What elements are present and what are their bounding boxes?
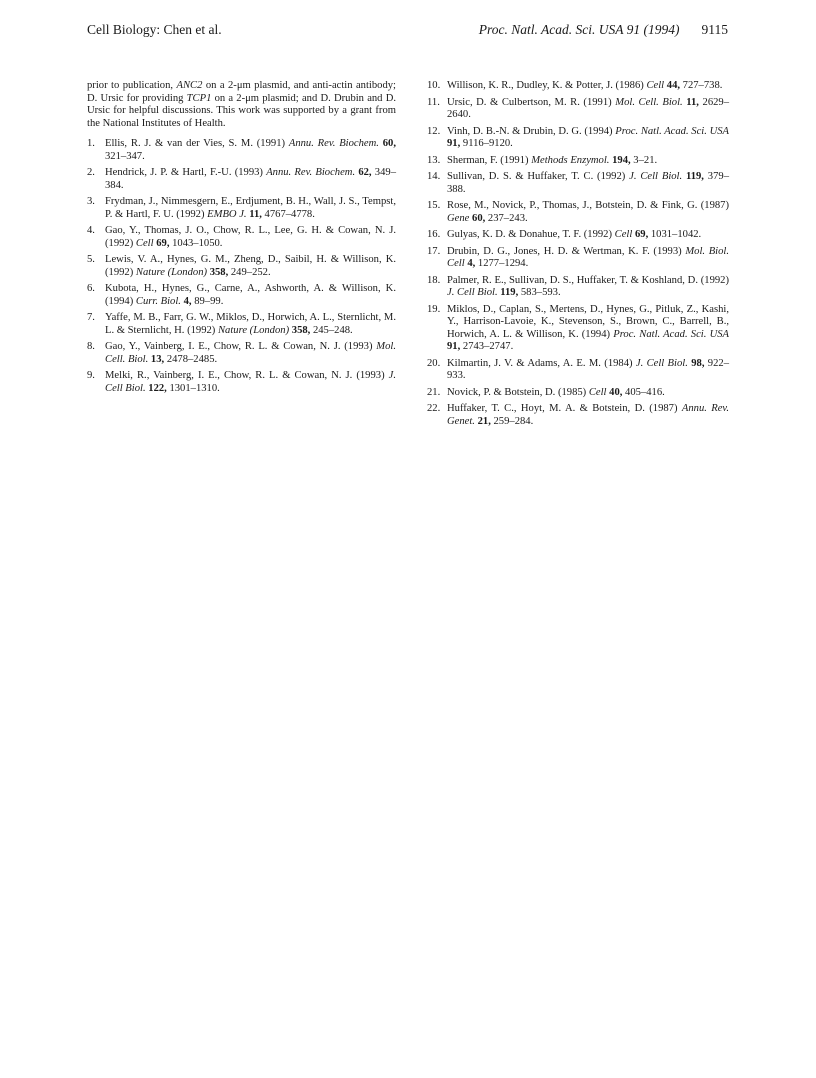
volume-number: 11, — [686, 96, 699, 108]
journal-name: Annu. Rev. Biochem. — [288, 138, 379, 149]
reference-number: 10. — [427, 80, 441, 91]
reference-entry — [427, 358, 729, 383]
journal-name: J. Cell Biol. — [447, 287, 498, 298]
volume-number: 40, — [609, 386, 623, 398]
citation-text: on a 2-μm plasmid; and D. Drubin and D. Ursic for helpful discussions. This work was supported by a grant from the National Institutes of Health. — [87, 92, 396, 129]
reference-number: 19. — [427, 303, 441, 315]
reference-number: 21. — [427, 386, 441, 398]
citation-text: Hendrick, J. P. & Hartl, F.-U. (1993) — [105, 167, 267, 178]
reference-entry — [87, 225, 396, 250]
reference-entry — [427, 155, 729, 168]
citation-text: Ellis, R. J. & van der Vies, S. M. (1991) — [105, 138, 289, 149]
running-header — [87, 22, 728, 38]
reference-number: 15. — [427, 200, 441, 211]
citation-text: Yaffe, M. B., Farr, G. W., Miklos, D., Horwich, A. L., Sternlicht, M. L. & Sternlicht, H. (1992) — [105, 312, 396, 336]
reference-entry — [427, 229, 729, 242]
reference-entry — [87, 254, 396, 279]
journal-name: J. Cell Biol. — [629, 171, 683, 182]
citation-text: 1043–1050. — [169, 237, 223, 249]
journal-name: Annu. Rev. Genet. — [447, 403, 729, 427]
citation-text: 1031–1042. — [648, 229, 702, 240]
reference-entry — [427, 200, 729, 225]
page-number: 9115 — [701, 22, 728, 37]
citation-text: 1277–1294. — [475, 258, 529, 269]
reference-number: 3. — [87, 196, 95, 207]
reference-entry — [427, 97, 729, 122]
reference-entry — [427, 304, 729, 354]
volume-number: 119, — [500, 287, 519, 298]
reference-number: 9. — [87, 370, 95, 381]
reference-number: 12. — [427, 125, 441, 137]
citation-text: 2478–2485. — [164, 353, 218, 365]
journal-name: Proc. Natl. Acad. Sci. USA — [613, 328, 729, 340]
reference-number: 1. — [87, 138, 95, 149]
journal-name: Cell — [646, 80, 665, 91]
citation-text: prior to publication, — [87, 80, 177, 91]
citation-text: Sherman, F. (1991) — [447, 154, 532, 166]
reference-entry — [427, 126, 729, 151]
citation-text: 1301–1310. — [166, 382, 220, 394]
journal-name: Proc. Natl. Acad. Sci. USA — [615, 125, 730, 137]
reference-number: 14. — [427, 171, 441, 182]
reference-entry — [87, 167, 396, 192]
volume-number: 358, — [291, 324, 311, 336]
volume-number: 98, — [691, 357, 705, 369]
reference-number: 18. — [427, 274, 441, 286]
left-column — [87, 80, 396, 399]
volume-number: 13, — [150, 353, 165, 365]
citation-text: 2629–2640. — [447, 96, 730, 120]
reference-entry — [87, 196, 396, 221]
journal-name: Annu. Rev. Biochem. — [266, 167, 356, 178]
volume-number: 60, — [472, 212, 486, 224]
right-column — [427, 80, 729, 432]
volume-number: 11, — [249, 208, 262, 220]
citation-text: Vinh, D. B.-N. & Drubin, D. G. (1994) — [447, 125, 616, 137]
reference-number: 6. — [87, 283, 95, 294]
citation-text: Rose, M., Novick, P., Thomas, J., Botstein, D. & Fink, G. (1987) — [447, 200, 729, 211]
running-head-title: Cell Biology: Chen et al. — [87, 22, 222, 37]
citation-text: Melki, R., Vainberg, I. E., Chow, R. L. & Cowan, N. J. (1993) — [105, 370, 389, 381]
reference-number: 11. — [427, 96, 440, 108]
citation-text: 9116–9120. — [460, 138, 513, 149]
reference-number: 16. — [427, 229, 441, 240]
reference-entry — [427, 403, 729, 428]
journal-name: Cell — [135, 237, 154, 249]
journal-name: Nature (London) — [135, 266, 208, 278]
volume-number: 119, — [686, 171, 704, 182]
volume-number: 122, — [148, 382, 167, 394]
journal-citation: Proc. Natl. Acad. Sci. USA 91 (1994) — [478, 22, 680, 37]
journal-name: Mol. Cell. Biol. — [615, 96, 683, 108]
reference-entry — [87, 341, 396, 366]
reference-entry — [427, 80, 729, 93]
reference-entry — [427, 275, 729, 300]
citation-text: 922–933. — [447, 357, 729, 381]
journal-name: ANC2 — [176, 80, 203, 91]
citation-text: Gao, Y., Vainberg, I. E., Chow, R. L. & Cowan, N. J. (1993) — [105, 341, 377, 352]
volume-number: 4, — [183, 295, 192, 307]
journal-name: Cell — [588, 386, 607, 398]
volume-number: 44, — [666, 80, 681, 91]
volume-number: 69, — [156, 237, 170, 249]
reference-list-left — [87, 138, 396, 395]
citation-text: Willison, K. R., Dudley, K. & Potter, J. (1986) — [447, 80, 647, 91]
volume-number: 69, — [634, 229, 649, 240]
citation-text: Ursic, D. & Culbertson, M. R. (1991) — [447, 96, 616, 108]
citation-text: 89–99. — [191, 295, 224, 307]
journal-name: Cell — [614, 229, 633, 240]
reference-number: 5. — [87, 254, 95, 265]
journal-name: Mol. Cell. Biol. — [105, 341, 396, 365]
reference-entry — [87, 283, 396, 308]
journal-name: Nature (London) — [217, 324, 290, 336]
journal-name: J. Cell Biol. — [105, 370, 396, 394]
volume-number: 60, — [382, 138, 396, 149]
citation-text: 379–388. — [447, 171, 729, 195]
volume-number: 21, — [477, 415, 491, 427]
citation-text: 349–384. — [105, 167, 396, 191]
reference-entry — [87, 138, 396, 163]
reference-entry — [87, 370, 396, 395]
reference-number: 17. — [427, 245, 441, 257]
citation-text: 259–284. — [490, 415, 534, 427]
journal-name: Methods Enzymol. — [531, 154, 610, 166]
citation-text: on a 2-μm plasmid, and anti-actin antibody; D. Ursic for providing — [87, 80, 396, 104]
citation-text: Frydman, J., Nimmesgern, E., Erdjument, B. H., Wall, J. S., Tempst, P. & Hartl, F. U. (1992) — [105, 196, 396, 220]
acknowledgment-paragraph — [87, 80, 396, 130]
volume-number: 91, — [447, 138, 461, 149]
citation-text: Gulyas, K. D. & Donahue, T. F. (1992) — [447, 229, 615, 240]
citation-text: 249–252. — [228, 266, 271, 278]
reference-entry — [87, 312, 396, 337]
citation-text: 3–21. — [630, 154, 658, 166]
reference-number: 7. — [87, 312, 95, 323]
journal-name: TCP1 — [186, 92, 212, 104]
volume-number: 358, — [209, 266, 229, 278]
running-head-citation — [479, 22, 728, 38]
reference-number: 13. — [427, 154, 441, 166]
reference-entry — [427, 387, 729, 400]
citation-text: 4767–4778. — [261, 208, 315, 220]
citation-text: 321–347. — [105, 150, 145, 162]
citation-text: Huffaker, T. C., Hoyt, M. A. & Botstein, D. (1987) — [447, 403, 682, 414]
journal-name: Curr. Biol. — [135, 295, 181, 307]
citation-text: 405–416. — [622, 386, 665, 398]
citation-text: 245–248. — [310, 324, 353, 336]
citation-text: Kilmartin, J. V. & Adams, A. E. M. (1984) — [447, 357, 636, 369]
reference-entry — [427, 246, 729, 271]
citation-text: Lewis, V. A., Hynes, G. M., Zheng, D., Saibil, H. & Willison, K. (1992) — [105, 254, 396, 278]
reference-number: 20. — [427, 357, 441, 369]
reference-number: 2. — [87, 167, 95, 178]
reference-number: 22. — [427, 403, 441, 414]
volume-number: 4, — [467, 258, 476, 269]
journal-name: Gene — [447, 212, 470, 224]
journal-name: Mol. Biol. Cell — [447, 245, 729, 269]
volume-number: 62, — [358, 167, 372, 178]
citation-text: 2743–2747. — [460, 341, 514, 352]
volume-number: 194, — [612, 154, 631, 166]
citation-text: 583–593. — [518, 287, 561, 298]
reference-number: 8. — [87, 341, 95, 352]
citation-text: 237–243. — [485, 212, 528, 224]
citation-text: Drubin, D. G., Jones, H. D. & Wertman, K. F. (1993) — [447, 245, 686, 257]
reference-entry — [427, 171, 729, 196]
citation-text: Sullivan, D. S. & Huffaker, T. C. (1992) — [447, 171, 630, 182]
citation-text: Kubota, H., Hynes, G., Carne, A., Ashworth, A. & Willison, K. (1994) — [105, 283, 396, 307]
journal-name: J. Cell Biol. — [635, 357, 688, 369]
citation-text: Palmer, R. E., Sullivan, D. S., Huffaker, T. & Koshland, D. (1992) — [447, 274, 729, 286]
volume-number: 91, — [447, 341, 461, 352]
citation-text: 727–738. — [680, 80, 723, 91]
citation-text: Gao, Y., Thomas, J. O., Chow, R. L., Lee, G. H. & Cowan, N. J. (1992) — [105, 225, 396, 249]
reference-list-right — [427, 80, 729, 428]
reference-number: 4. — [87, 225, 95, 236]
journal-name: EMBO J. — [207, 208, 247, 220]
citation-text: Miklos, D., Caplan, S., Mertens, D., Hynes, G., Pitluk, Z., Kashi, Y., Harrison-Lavoie, K., Stevenson, S., Brown, C., Barrell, B., Horwich, A. L. & Willison, K. (1994) — [447, 303, 729, 340]
citation-text: Novick, P. & Botstein, D. (1985) — [447, 386, 589, 398]
